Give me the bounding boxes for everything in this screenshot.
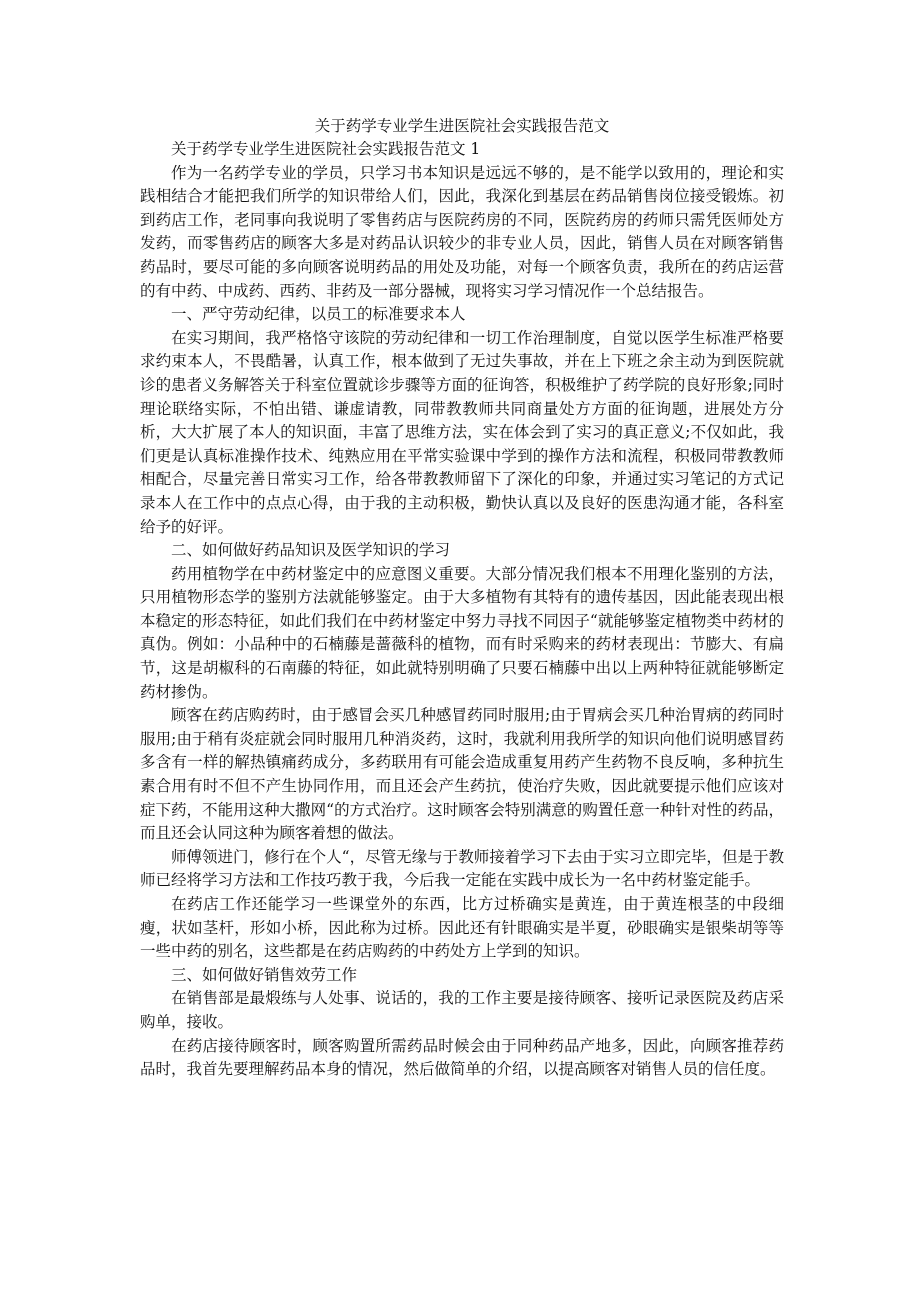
section-heading-3: 三、如何做好销售效劳工作 (171, 965, 358, 984)
paragraph-mentor: 师傅领进门，修行在个人“，尽管无缘与于教师接着学习下去由于实习立即完毕，但是于教师已经将学习方法和工作技巧教于我，今后我一定能在实践中成长为一名中药材鉴定能手。 (140, 847, 784, 890)
paragraph-recommend: 在药店接待顾客时，顾客购置所需药品时候会由于同种药品产地多，因此，向顾客推荐药品时，我首先要理解药品本身的情况，然后做简单的介绍，以提高顾客对销售人员的信任度。 (140, 1036, 784, 1079)
paragraph-herb-names: 在药店工作还能学习一些课堂外的东西，比方过桥确实是黄连，由于黄连根茎的中段细瘦，状如茎杆，形如小桥，因此称为过桥。因此还有针眼确实是半夏，砂眼确实是银柴胡等等一些中药的别名，这些都是在药店购药的中药处方上学到的知识。 (140, 895, 784, 961)
paragraph-botany: 药用植物学在中药材鉴定中的应意图义重要。大部分情况我们根本不用理化鉴别的方法，只用植物形态学的鉴别方法就能够鉴定。由于大多植物有其特有的遗传基因，因此能表现出根本稳定的形态特征，如此们我们在中药材鉴定中努力寻找不同因子“就能够鉴定植物类中药材的真伪。例如：小品种中的石楠藤是蔷薇科的植物，而有时采购来的药材表现出：节膨大、有扁节，这是胡椒科的石南藤的特征，如此就特别明确了只要石楠藤中出以上两种特征就能够断定药材掺伪。 (140, 564, 784, 701)
document-title: 关于药学专业学生进医院社会实践报告范文 (314, 117, 610, 135)
document-body (140, 114, 784, 1082)
section-heading-1: 一、严守劳动纪律，以员工的标准要求本人 (171, 305, 466, 324)
paragraph-sales-dept: 在销售部是最煅练与人处事、说话的，我的工作主要是接待顾客、接听记录医院及药店采购单，接收。 (140, 989, 784, 1031)
paragraph-intro: 作为一名药学专业的学员，只学习书本知识是远远不够的，是不能学以致用的，理论和实践相结合才能把我们所学的知识带给人们，因此，我深化到基层在药品销售岗位接受锻炼。初到药店工作，老同事向我说明了零售药店与医院药房的不同，医院药房的药师只需凭医师处方发药，而零售药店的顾客大多是对药品认识较少的非专业人员，因此，销售人员在对顾客销售药品时，要尽可能的多向顾客说明药品的用处及功能，对每一个顾客负责，我所在的药店运营的有中药、中成药、西药、非药及一部分器械，现将实习学习情况作一个总结报告。 (140, 163, 784, 300)
section-heading-2: 二、如何做好药品知识及医学知识的学习 (171, 541, 451, 560)
document-subtitle: 关于药学专业学生进医院社会实践报告范文 1 (171, 140, 481, 158)
paragraph-discipline: 在实习期间，我严格恪守该院的劳动纪律和一切工作治理制度，自觉以医学生标准严格要求约束本人，不畏酷暑，认真工作，根本做到了无过失事故，并在上下班之余主动为到医院就诊的患者义务解答关于科室位置就诊步骤等方面的征询答，积极维护了药学院的良好形象;同时理论联络实际，不怕出错、谦虚请教，同带教教师共同商量处方方面的征询题，进展处方分析，大大扩展了本人的知识面，丰富了思维方法，实在体会到了实习的真正意义;不仅如此，我们更是认真标准操作技术、纯熟应用在平常实验课中学到的操作方法和流程，积极同带教教师相配合，尽量完善日常实习工作，给各带教教师留下了深化的印象，并通过实习笔记的方式记录本人在工作中的点点心得，由于我的主动积极，勤快认真以及良好的医患沟通才能，各科室给予的好评。 (140, 328, 784, 536)
paragraph-customers: 顾客在药店购药时，由于感冒会买几种感冒药同时服用;由于胃病会买几种治胃病的药同时服用;由于稍有炎症就会同时服用几种消炎药，这时，我就利用我所学的知识向他们说明感冒药多含有一样的解热镇痛药成分，多药联用有可能会造成重复用药产生药物不良反响，多种抗生素合用有时不但不产生协同作用，而且还会产生药抗，使治疗失败，因此就要提示他们应该对症下药，不能用这种大撒网“的方式治疗。这时顾客会特别满意的购置任意一种针对性的药品，而且还会认同这种为顾客着想的做法。 (140, 706, 784, 843)
